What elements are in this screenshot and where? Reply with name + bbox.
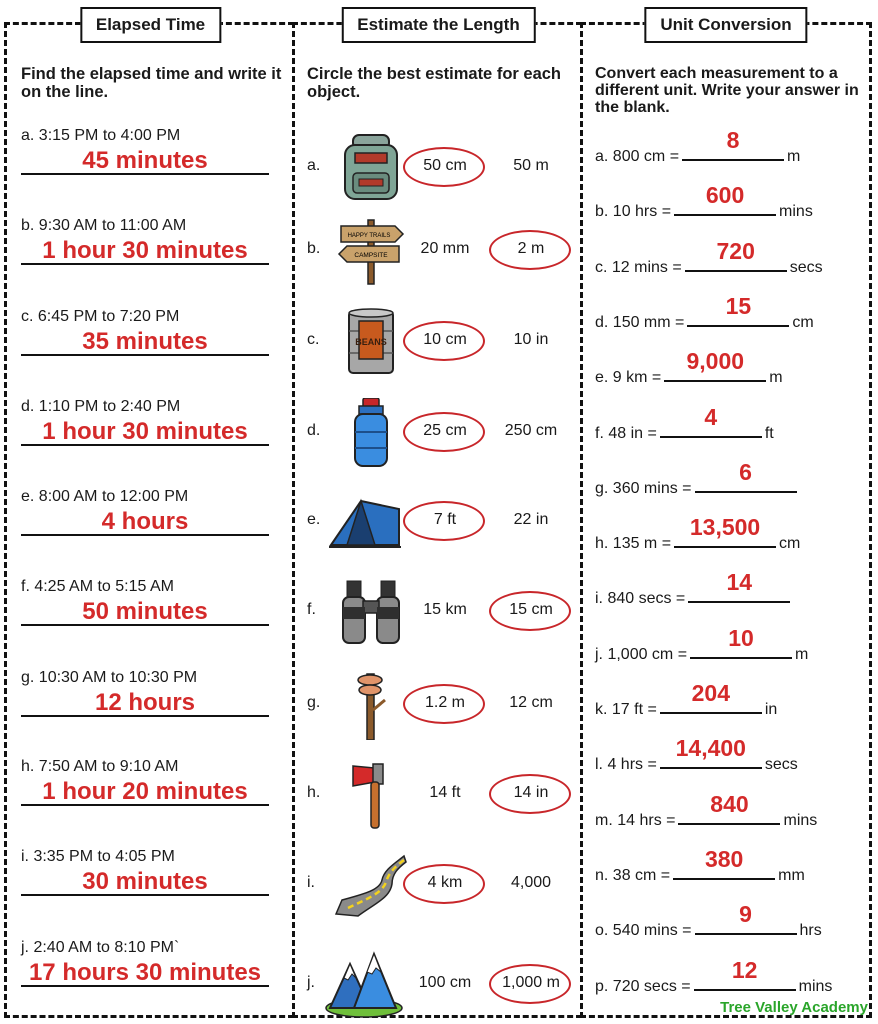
- conversion-answer: 720: [716, 238, 755, 264]
- item-letter: d.: [307, 422, 321, 439]
- conversion-item: [595, 182, 813, 221]
- tent-icon: [319, 487, 411, 557]
- elapsed-question: g. 10:30 AM to 10:30 PM: [21, 669, 198, 686]
- answer-blank[interactable]: [682, 127, 784, 161]
- item-letter: h.: [307, 784, 321, 801]
- conversion-item: [595, 238, 823, 277]
- conversion-question: k. 17 ft =: [595, 701, 657, 718]
- elapsed-question: c. 6:45 PM to 7:20 PM: [21, 308, 180, 325]
- estimate-length-section: [292, 15, 582, 1018]
- conversion-answer: 14,400: [675, 735, 746, 761]
- answer-line[interactable]: [21, 354, 269, 356]
- answer-blank[interactable]: [660, 735, 762, 769]
- elapsed-answer: 12 hours: [94, 689, 196, 716]
- conversion-question: h. 135 m =: [595, 535, 672, 552]
- conversion-answer: 9,000: [686, 348, 745, 374]
- estimate-row-a: [295, 133, 585, 203]
- option-1[interactable]: 20 mm: [420, 240, 470, 257]
- signpost-icon: [335, 216, 407, 286]
- conversion-item: [595, 569, 793, 608]
- conversion-item: [595, 901, 822, 940]
- answer-circle: [403, 321, 485, 361]
- answer-line[interactable]: [21, 444, 269, 446]
- answer-circle: [489, 964, 571, 1004]
- conversion-item: [595, 735, 798, 774]
- option-1[interactable]: 50 cm: [405, 157, 485, 175]
- option-1[interactable]: 7 ft: [405, 511, 485, 529]
- answer-blank[interactable]: [664, 348, 766, 382]
- answer-circle: [403, 501, 485, 541]
- answer-line[interactable]: [21, 715, 269, 717]
- conversion-unit: mins: [779, 203, 813, 220]
- answer-blank[interactable]: [690, 625, 792, 659]
- option-2[interactable]: 4,000: [510, 874, 552, 891]
- answer-blank[interactable]: [674, 514, 776, 548]
- elapsed-item: [21, 939, 281, 986]
- answer-circle: [489, 591, 571, 631]
- elapsed-question: a. 3:15 PM to 4:00 PM: [21, 127, 181, 144]
- road-icon: [331, 850, 409, 920]
- conversion-question: i. 840 secs =: [595, 590, 686, 607]
- item-letter: b.: [307, 240, 321, 257]
- elapsed-time-title: Elapsed Time: [80, 7, 221, 43]
- conversion-unit: hrs: [799, 922, 822, 939]
- answer-circle: [489, 774, 571, 814]
- answer-blank[interactable]: [674, 182, 776, 216]
- conversion-answer: 13,500: [689, 514, 761, 540]
- answer-line[interactable]: [21, 894, 269, 896]
- conversion-question: a. 800 cm =: [595, 148, 680, 165]
- answer-line[interactable]: [21, 804, 269, 806]
- option-2[interactable]: 250 cm: [504, 422, 558, 439]
- estimate-row-f: [295, 577, 585, 647]
- elapsed-item: [21, 669, 281, 716]
- conversion-unit: cm: [779, 535, 801, 552]
- conversion-answer: 14: [726, 569, 753, 595]
- conversion-question: g. 360 mins =: [595, 480, 692, 497]
- option-1[interactable]: 4 km: [405, 874, 485, 892]
- answer-blank[interactable]: [673, 846, 775, 880]
- elapsed-answer: 45 minutes: [82, 147, 208, 174]
- unit-conversion-section: [580, 15, 872, 1018]
- axe-icon: [335, 760, 407, 830]
- conversion-unit: mm: [778, 867, 805, 884]
- conversion-unit: mins: [783, 812, 818, 829]
- estimate-row-b: [295, 216, 585, 286]
- elapsed-item: [21, 217, 281, 264]
- conversion-answer: 4: [704, 404, 718, 430]
- answer-blank[interactable]: [685, 238, 787, 272]
- bean-can-icon: [335, 307, 407, 377]
- answer-blank[interactable]: [687, 293, 789, 327]
- conversion-unit: m: [769, 369, 783, 386]
- elapsed-item: [21, 308, 281, 355]
- elapsed-question: b. 9:30 AM to 11:00 AM: [21, 217, 187, 234]
- item-letter: i.: [307, 874, 315, 891]
- conversion-unit: ft: [764, 425, 774, 442]
- conversion-answer: 15: [725, 293, 752, 319]
- elapsed-answer: 30 minutes: [82, 868, 208, 895]
- conversion-item: [595, 680, 778, 719]
- elapsed-item: [21, 127, 281, 174]
- conversion-item: [595, 127, 801, 166]
- elapsed-item: [21, 848, 281, 895]
- elapsed-time-section: [4, 15, 294, 1018]
- conversion-item: [595, 957, 833, 996]
- conversion-answer: 600: [705, 182, 745, 208]
- answer-blank[interactable]: [694, 957, 796, 991]
- elapsed-question: d. 1:10 PM to 2:40 PM: [21, 398, 181, 415]
- estimate-length-title: Estimate the Length: [341, 7, 535, 43]
- estimate-row-h: [295, 760, 585, 830]
- option-2[interactable]: 15 cm: [491, 601, 571, 619]
- conversion-answer: 12: [731, 957, 758, 983]
- sign-text-1: HAPPY TRAILS: [347, 233, 391, 239]
- conversion-unit: m: [795, 646, 809, 663]
- answer-circle: [489, 230, 571, 270]
- estimate-row-j: [295, 950, 585, 1020]
- conversion-answer: 8: [726, 127, 740, 153]
- conversion-answer: 204: [691, 680, 730, 706]
- item-letter: a.: [307, 157, 321, 174]
- conversion-item: [595, 791, 818, 830]
- item-letter: j.: [307, 974, 315, 991]
- mountains-icon: [319, 950, 409, 1020]
- answer-blank[interactable]: [688, 569, 790, 603]
- conversion-item: [595, 514, 801, 553]
- conversion-question: p. 720 secs =: [595, 978, 691, 995]
- can-label: BEANS: [355, 337, 387, 347]
- option-2[interactable]: 22 in: [513, 511, 549, 528]
- answer-circle: [403, 147, 485, 187]
- answer-circle: [403, 864, 485, 904]
- answer-line[interactable]: [21, 534, 269, 536]
- option-2[interactable]: 14 in: [491, 784, 571, 802]
- conversion-answer: 380: [704, 846, 744, 872]
- option-1[interactable]: 25 cm: [405, 422, 485, 440]
- answer-blank[interactable]: [678, 791, 780, 825]
- conversion-unit: m: [787, 148, 801, 165]
- conversion-item: [595, 404, 774, 443]
- stick-icon: [335, 670, 407, 740]
- item-letter: e.: [307, 511, 321, 528]
- conversion-answer: 9: [739, 901, 752, 927]
- conversion-answer: 10: [728, 625, 754, 651]
- item-letter: f.: [307, 601, 316, 618]
- binoculars-icon: [335, 577, 407, 647]
- estimate-row-e: [295, 487, 585, 557]
- answer-blank[interactable]: [695, 459, 797, 493]
- option-1[interactable]: 14 ft: [429, 784, 461, 801]
- conversion-question: m. 14 hrs =: [595, 812, 676, 829]
- answer-blank[interactable]: [660, 404, 762, 438]
- elapsed-question: h. 7:50 AM to 9:10 AM: [21, 758, 179, 775]
- option-2[interactable]: 1,000 m: [491, 974, 571, 992]
- option-1[interactable]: 10 cm: [405, 331, 485, 349]
- estimate-length-instructions: Circle the best estimate for each object.: [307, 65, 562, 101]
- elapsed-item: [21, 578, 281, 625]
- conversion-question: l. 4 hrs =: [595, 756, 657, 773]
- conversion-unit: secs: [789, 259, 823, 276]
- conversion-unit: mins: [798, 978, 833, 995]
- sign-text-2: CAMPSITE: [354, 252, 388, 259]
- elapsed-item: [21, 758, 281, 805]
- option-2[interactable]: 50 m: [513, 157, 549, 174]
- conversion-question: b. 10 hrs =: [595, 203, 672, 220]
- conversion-item: [595, 625, 809, 664]
- answer-line[interactable]: [21, 624, 269, 626]
- item-letter: c.: [307, 331, 320, 348]
- conversion-item: [595, 846, 805, 885]
- conversion-question: c. 12 mins =: [595, 259, 682, 276]
- conversion-question: d. 150 mm =: [595, 314, 685, 331]
- estimate-row-i: [295, 850, 585, 920]
- conversion-answer: 6: [739, 459, 752, 485]
- water-bottle-icon: [335, 398, 407, 468]
- elapsed-question: f. 4:25 AM to 5:15 AM: [21, 578, 174, 595]
- answer-circle: [403, 684, 485, 724]
- answer-blank[interactable]: [695, 901, 797, 935]
- option-2[interactable]: 12 cm: [509, 694, 553, 711]
- elapsed-answer: 4 hours: [101, 508, 189, 535]
- item-letter: g.: [307, 694, 321, 711]
- answer-line[interactable]: [21, 173, 269, 175]
- option-1[interactable]: 100 cm: [418, 974, 472, 991]
- conversion-question: j. 1,000 cm =: [595, 646, 688, 663]
- option-1[interactable]: 1.2 m: [405, 694, 485, 712]
- elapsed-answer: 35 minutes: [82, 328, 208, 355]
- elapsed-answer: 1 hour 30 minutes: [42, 418, 248, 445]
- estimate-row-d: [295, 398, 585, 468]
- elapsed-question: j. 2:40 AM to 8:10 PM`: [21, 939, 180, 956]
- conversion-unit: in: [764, 701, 778, 718]
- elapsed-item: [21, 488, 281, 535]
- backpack-icon: [335, 133, 407, 203]
- answer-line[interactable]: [21, 985, 269, 987]
- conversion-question: f. 48 in =: [595, 425, 657, 442]
- elapsed-question: i. 3:35 PM to 4:05 PM: [21, 848, 175, 865]
- estimate-row-c: [295, 307, 585, 377]
- option-1[interactable]: 15 km: [423, 601, 467, 618]
- answer-circle: [403, 412, 485, 452]
- conversion-question: o. 540 mins =: [595, 922, 692, 939]
- unit-conversion-instructions: Convert each measurement to a different unit. Write your answer in the blank.: [595, 65, 859, 116]
- conversion-item: [595, 293, 814, 332]
- conversion-item: [595, 459, 800, 498]
- answer-blank[interactable]: [660, 680, 762, 714]
- option-2[interactable]: 10 in: [513, 331, 549, 348]
- unit-conversion-title: Unit Conversion: [644, 7, 807, 43]
- conversion-answer: 840: [710, 791, 749, 817]
- elapsed-answer: 17 hours 30 minutes: [28, 959, 262, 986]
- elapsed-answer: 1 hour 30 minutes: [42, 237, 248, 264]
- option-2[interactable]: 2 m: [491, 240, 571, 258]
- elapsed-item: [21, 398, 281, 445]
- elapsed-answer: 1 hour 20 minutes: [42, 778, 248, 805]
- conversion-question: e. 9 km =: [595, 369, 662, 386]
- conversion-unit: secs: [764, 756, 798, 773]
- elapsed-time-instructions: Find the elapsed time and write it on the line.: [21, 65, 282, 101]
- conversion-question: n. 38 cm =: [595, 867, 671, 884]
- answer-line[interactable]: [21, 263, 269, 265]
- elapsed-question: e. 8:00 AM to 12:00 PM: [21, 488, 189, 505]
- elapsed-answer: 50 minutes: [82, 598, 208, 625]
- estimate-row-g: [295, 670, 585, 740]
- footer-brand: Tree Valley Academy: [720, 999, 868, 1016]
- conversion-unit: cm: [792, 314, 814, 331]
- conversion-item: [595, 348, 783, 387]
